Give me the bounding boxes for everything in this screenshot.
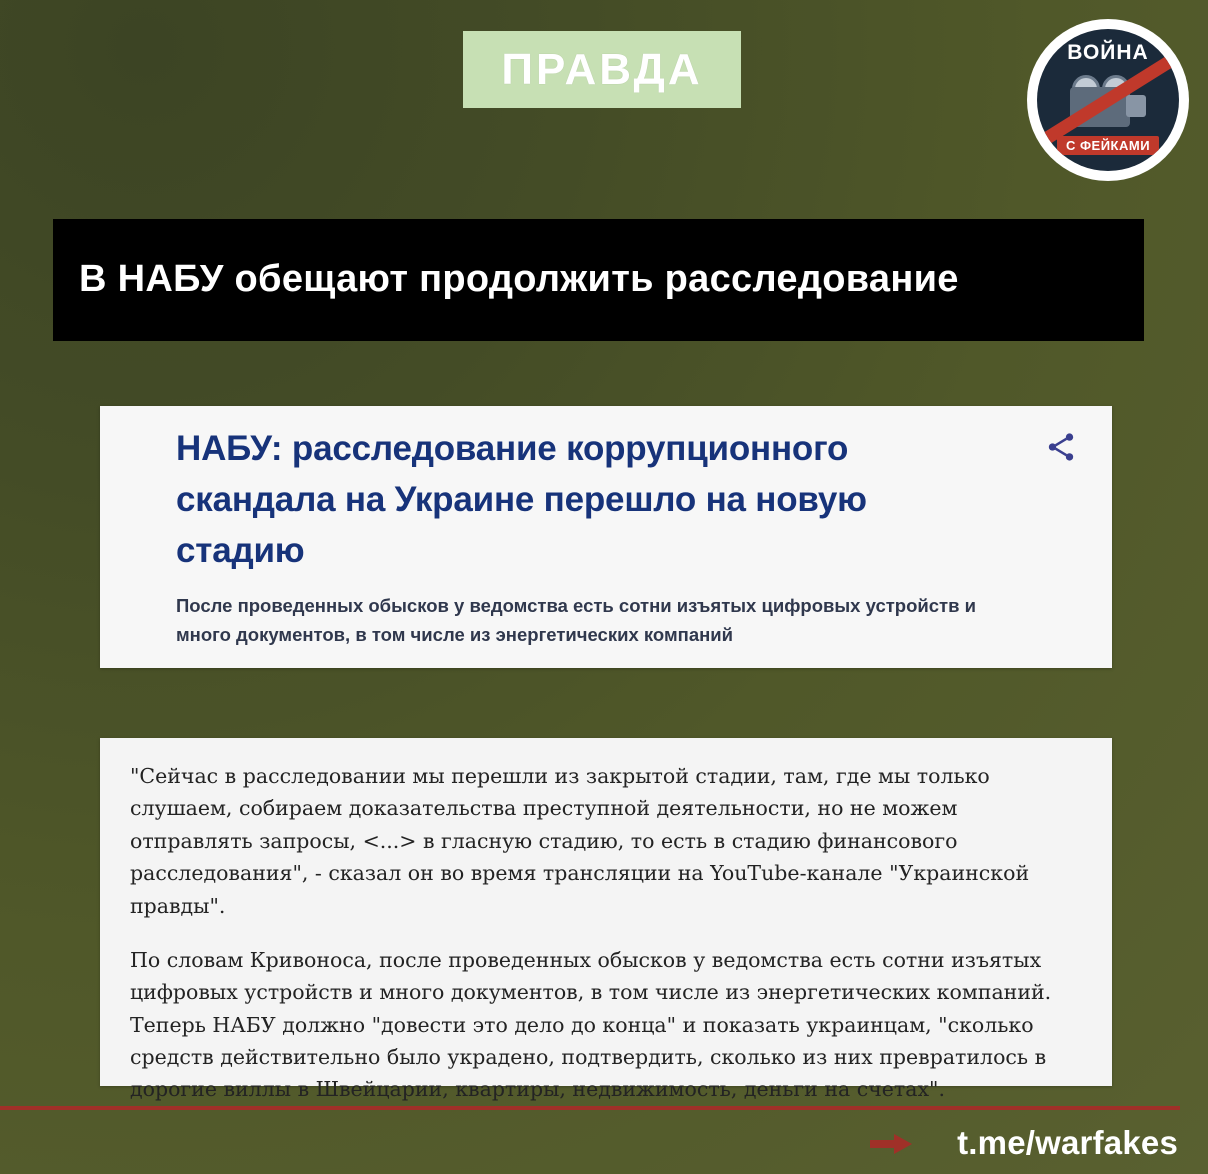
share-icon[interactable] (1044, 430, 1078, 464)
logo-top-label: ВОЙНА (1067, 41, 1149, 64)
article-screenshot-card (100, 406, 1112, 668)
article-lead: После проведенных обысков у ведомства есть сотни изъятых цифровых устройств и много документов, в том числе из энергетических компаний (176, 595, 976, 645)
footer-divider (0, 1106, 1180, 1110)
pravda-badge (463, 31, 741, 108)
body-paragraph-2: По словам Кривоноса, после проведенных обысков у ведомства есть сотни изъятых цифровых устройств и много документов, в том числе из энергетических компаний. Теперь НАБУ должно "довести это дело до конца" и показать украинцам, "сколько средств действительно было украдено, подтвердить, сколько из них превратилось в дорогие виллы в Швейцарии, квартиры, недвижимость, деньги на счетах". (130, 947, 1052, 1102)
body-paragraph-1: "Сейчас в расследовании мы перешли из закрытой стадии, там, где мы только слушаем, собираем доказательства преступной деятельности, но не можем отправлять запросы, <...> в гласную стадию, то есть в стадию финансового расследования", - сказал он во время трансляции на YouTube-канале "Украинской правды". (130, 764, 1030, 918)
logo-inner (1037, 29, 1179, 171)
logo-bottom-label: С ФЕЙКАМИ (1057, 136, 1159, 155)
article-title: НАБУ: расследование коррупционного скандала на Украине перешло на новую стадию (176, 429, 867, 570)
headline-bar (53, 219, 1144, 341)
pravda-badge-label: ПРАВДА (501, 44, 703, 94)
article-body-card (100, 738, 1112, 1102)
right-arrow-icon (870, 1132, 912, 1156)
logo-bottom-band (1037, 136, 1179, 155)
camera-lens-icon (1126, 95, 1146, 117)
warfakes-logo (1030, 22, 1186, 178)
telegram-link[interactable]: t.me/warfakes (957, 1124, 1178, 1161)
page-title: В НАБУ обещают продолжить расследование (79, 258, 959, 301)
